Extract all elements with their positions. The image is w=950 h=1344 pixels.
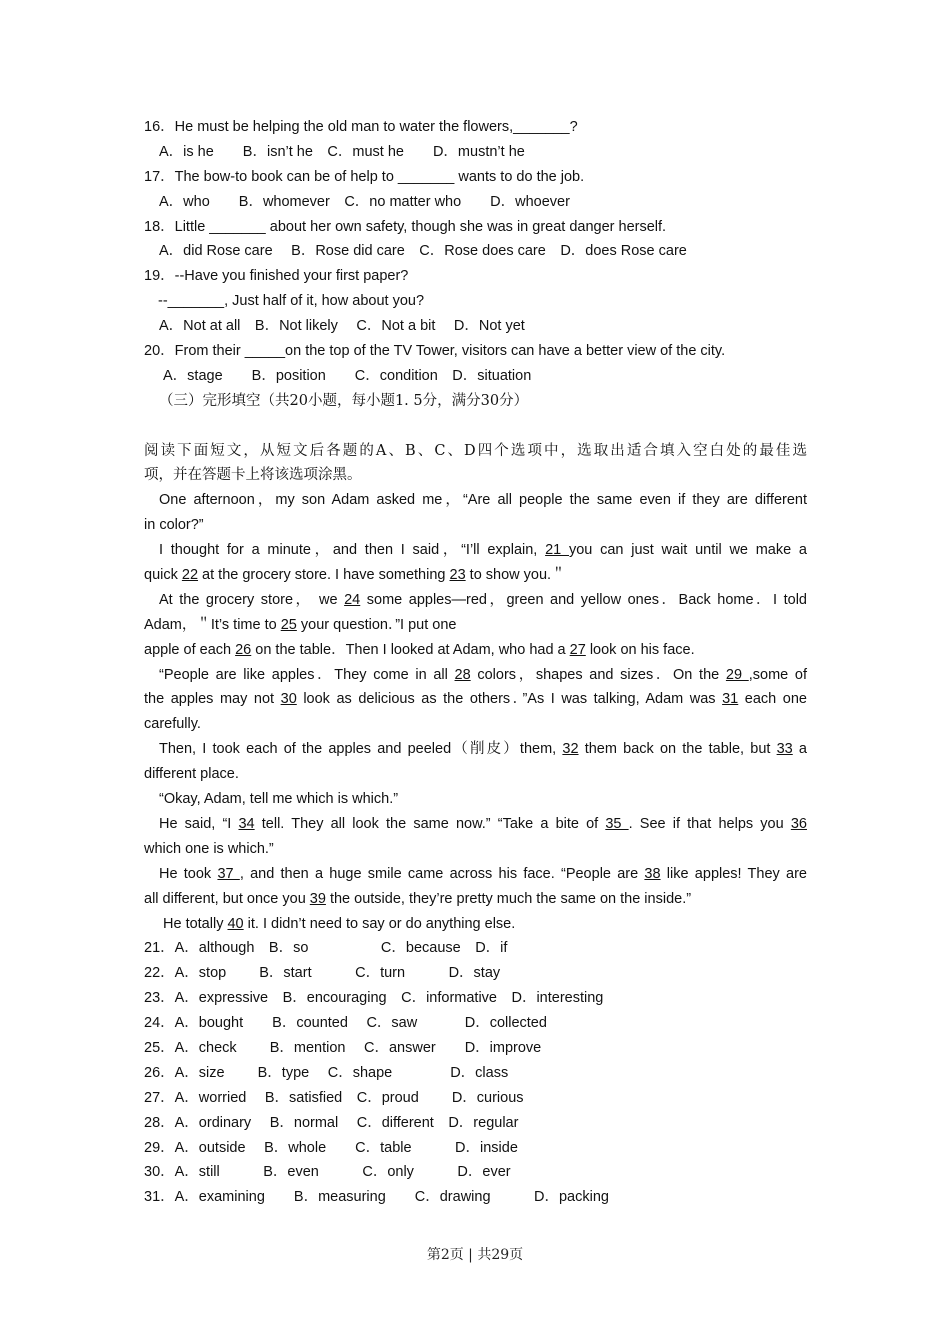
passage-p5-line-1 bbox=[144, 737, 807, 762]
blank-21: 21 bbox=[545, 542, 569, 559]
blank-35: 35 bbox=[605, 815, 629, 832]
text: it. I didn’t need to say or do anything else. bbox=[243, 915, 516, 932]
text: the apples may not bbox=[144, 691, 281, 708]
text: a bbox=[792, 741, 807, 758]
answer-options-27: 27．A．worried B．satisfied C．proud D．curious bbox=[144, 1089, 524, 1106]
passage-p1-line-1: One afternoon，my son Adam asked me，“Are all people the same even if they are different bbox=[159, 492, 807, 509]
text: on the table．Then I looked at Adam, who had a bbox=[251, 641, 570, 658]
blank-32: 32 bbox=[562, 741, 579, 758]
passage-p9 bbox=[144, 912, 807, 937]
blank-39: 39 bbox=[309, 890, 326, 907]
blank-22: 22 bbox=[181, 567, 199, 584]
question-18-options: A．did Rose care B．Rose did care C．Rose does care D．does Rose care bbox=[159, 243, 687, 260]
text: your question．”I put one bbox=[296, 616, 457, 633]
text: Adam，＂It’s time to bbox=[144, 616, 281, 633]
passage-p8-line-2 bbox=[144, 887, 807, 912]
text: look on his face. bbox=[585, 641, 695, 658]
question-19-reply: --_______, Just half of it, how about you? bbox=[158, 293, 425, 310]
text: I thought for a minute，and then I said，“I’ll explain, bbox=[159, 542, 546, 559]
instructions-line-2: 项，并在答题卡上将该选项涂黑。 bbox=[144, 467, 362, 484]
text: you can just wait until we make a bbox=[568, 542, 807, 559]
page-footer: 第2页 | 共29页 bbox=[426, 1247, 524, 1263]
question-17-options: A．who B．whomever C．no matter who D．whoever bbox=[159, 193, 570, 210]
text: “People are like apples．They come in all bbox=[159, 666, 455, 683]
question-17-stem: 17．The bow-to book can be of help to _______ wants to do the job. bbox=[144, 168, 585, 185]
text: He totally bbox=[163, 915, 228, 932]
answer-options-29: 29．A．outside B．whole C．table D．inside bbox=[144, 1139, 518, 1156]
blank-36: 36 bbox=[790, 815, 807, 832]
passage-p7-line-2: which one is which.” bbox=[144, 840, 274, 857]
text: the outside, they’re pretty much the same on the inside.” bbox=[325, 890, 692, 907]
blank-30: 30 bbox=[280, 691, 297, 708]
passage-p3-line-2 bbox=[144, 613, 807, 638]
blank-23: 23 bbox=[449, 567, 466, 584]
blank-33: 33 bbox=[776, 741, 793, 758]
blank-34: 34 bbox=[238, 815, 255, 832]
text: to show you.＂ bbox=[465, 567, 566, 584]
text: like apples! They are bbox=[660, 865, 807, 882]
answer-options-25: 25．A．check B．mention C．answer D．improve bbox=[144, 1039, 542, 1056]
answer-options-28: 28．A．ordinary B．normal C．different D．regular bbox=[144, 1114, 519, 1131]
blank-37: 37 bbox=[217, 865, 240, 882]
question-20-stem: 20．From their _____on the top of the TV Tower, visitors can have a better view of the city. bbox=[144, 343, 726, 360]
question-19-stem: 19．--Have you finished your first paper? bbox=[144, 268, 409, 285]
blank-31: 31 bbox=[722, 691, 739, 708]
text: colors，shapes and sizes．On the bbox=[470, 666, 726, 683]
instructions-line-1: 阅读下面短文，从短文后各题的A、B、C、D四个选项中，选取出适合填入空白处的最佳选 bbox=[144, 442, 807, 459]
text: at the grocery store. I have something bbox=[198, 567, 450, 584]
text: tell. They all look the same now.” “Take a bite of bbox=[254, 815, 606, 832]
blank-29: 29 bbox=[725, 666, 749, 683]
text: At the grocery store， we bbox=[159, 591, 345, 608]
passage-p3-line-3 bbox=[144, 638, 807, 663]
passage-p8-line-1 bbox=[144, 862, 807, 887]
text: Then, I took each of the apples and peeled（削皮）them, bbox=[159, 741, 563, 758]
passage-p6: “Okay, Adam, tell me which is which.” bbox=[159, 791, 399, 808]
text: apple of each bbox=[144, 641, 236, 658]
blank-40: 40 bbox=[227, 915, 244, 932]
text: He took bbox=[159, 865, 218, 882]
text: each one bbox=[738, 691, 807, 708]
blank-27: 27 bbox=[569, 641, 586, 658]
passage-p7-line-1 bbox=[144, 812, 807, 837]
answer-options-21: 21．A．although B．so C．because D．if bbox=[144, 940, 508, 957]
text: quick bbox=[144, 567, 182, 584]
passage-p2-line-2 bbox=[144, 563, 807, 588]
exam-page bbox=[144, 115, 807, 1210]
text: . See if that helps you bbox=[628, 815, 791, 832]
answer-options-24: 24．A．bought B．counted C．saw D．collected bbox=[144, 1015, 547, 1032]
text: , and then a huge smile came across his face. “People are bbox=[239, 865, 645, 882]
section-heading: （三）完形填空（共20小题，每小题1. 5分，满分30分） bbox=[159, 392, 529, 409]
answer-options-26: 26．A．size B．type C．shape D．class bbox=[144, 1064, 509, 1081]
blank-26: 26 bbox=[235, 641, 252, 658]
question-20-options: A．stage B．position C．condition D．situation bbox=[163, 367, 532, 384]
question-16-stem: 16．He must be helping the old man to water the flowers,_______? bbox=[144, 119, 578, 135]
passage-p2-line-1 bbox=[144, 538, 807, 563]
blank-24: 24 bbox=[344, 591, 361, 608]
text: He said, “I bbox=[159, 815, 239, 832]
passage-p4-line-3: carefully. bbox=[144, 716, 201, 733]
answer-options-23: 23．A．expressive B．encouraging C．informative D．interesting bbox=[144, 990, 604, 1007]
passage-p1-line-2: in color?” bbox=[144, 517, 204, 534]
text: look as delicious as the others．”As I was talking, Adam was bbox=[296, 691, 723, 708]
question-18-stem: 18．Little _______ about her own safety, though she was in great danger herself. bbox=[144, 218, 667, 235]
passage-p5-line-2: different place. bbox=[144, 766, 239, 783]
passage-p4-line-2 bbox=[144, 687, 807, 712]
blank-28: 28 bbox=[454, 666, 471, 683]
answer-options-30: 30．A．still B．even C．only D．ever bbox=[144, 1164, 511, 1181]
text: ,some of bbox=[748, 666, 807, 683]
text: all different, but once you bbox=[144, 890, 310, 907]
spacer bbox=[144, 414, 807, 439]
answer-options-22: 22．A．stop B．start C．turn D．stay bbox=[144, 965, 501, 982]
passage-p4-line-1 bbox=[144, 663, 807, 688]
blank-25: 25 bbox=[280, 616, 297, 633]
blank-38: 38 bbox=[644, 865, 661, 882]
text: some apples—red，green and yellow ones．Back home．I told bbox=[360, 591, 807, 608]
question-19-options: A．Not at all B．Not likely C．Not a bit D．Not yet bbox=[159, 318, 525, 335]
answer-options-31: 31．A．examining B．measuring C．drawing D．packing bbox=[144, 1189, 609, 1206]
text: them back on the table, but bbox=[578, 741, 777, 758]
question-16-options: A．is he B．isn’t he C．must he D．mustn’t he bbox=[159, 143, 525, 160]
passage-p3-line-1 bbox=[144, 588, 807, 613]
